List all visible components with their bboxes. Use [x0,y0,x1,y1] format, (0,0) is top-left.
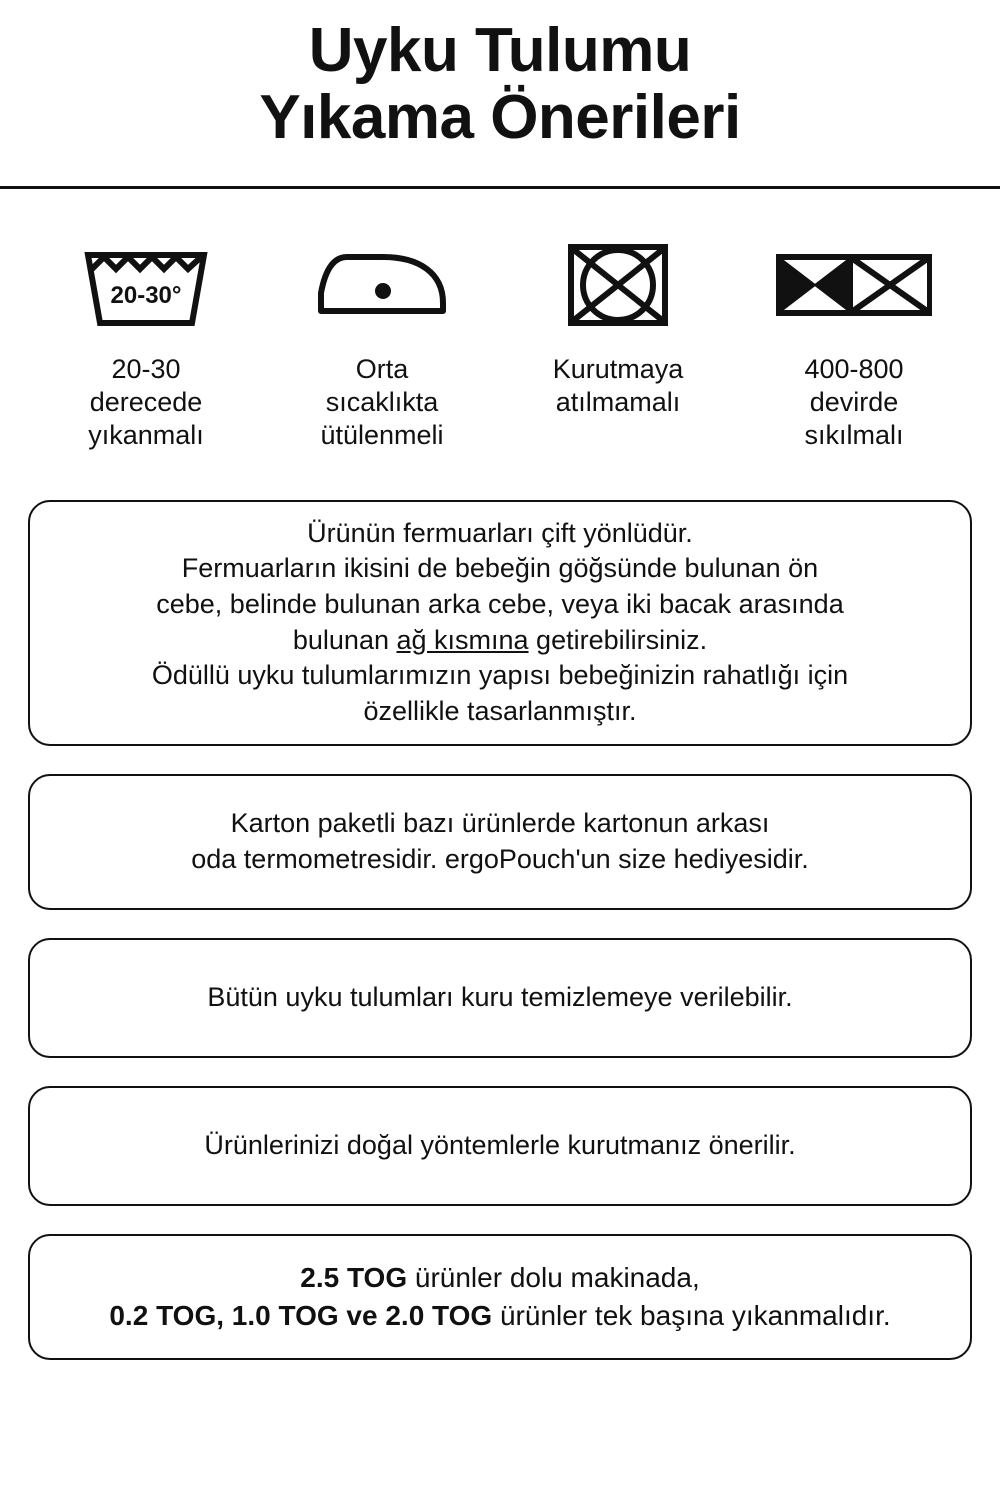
care-symbol-iron [266,231,498,452]
natural-dry-box [28,1086,972,1206]
zipper-info-part-1: Ürünün fermuarları çift yönlüdür. Fermuarların ikisini de bebeğin göğsünde bulunan ön cebe, belinde bulunan arka cebe, veya iki bacak arasında bulunan [156,517,844,655]
iron-icon [307,231,457,335]
tog-rest-2: ürünler tek başına yıkanmalıdır. [492,1299,891,1331]
care-symbol-spin-caption: 400-800 devirde sıkılmalı [804,353,904,450]
page-header [0,0,1000,164]
info-box-list [0,500,1000,1360]
page-title [0,18,1000,152]
wash-tub-icon [76,231,216,335]
natural-dry-text: Ürünlerinizi doğal yöntemlerle kurutmanız önerilir. [204,1129,796,1160]
carton-thermometer-text: Karton paketli bazı ürünlerde kartonun arkası oda termometresidir. ergoPouch'un size hediyesidir. [191,808,809,874]
zipper-info-text [152,516,848,730]
care-symbol-no-tumble-dry-caption: Kurutmaya atılmamalı [552,353,684,417]
care-symbol-spin [738,231,970,452]
page-title-line-1: Uyku Tulumu [308,16,692,85]
tog-bold-2: 0.2 TOG, 1.0 TOG ve 2.0 TOG [109,1299,493,1331]
care-symbol-row [0,189,1000,452]
wash-temperature-label: 20-30° [110,281,182,309]
care-symbol-iron-caption: Orta sıcaklıkta ütülenmeli [320,353,444,450]
tog-bold-1: 2.5 TOG [300,1261,408,1293]
tog-box [28,1234,972,1360]
care-symbol-wash-caption: 20-30 derecede yıkanmalı [88,353,204,450]
care-symbol-wash [30,231,262,452]
zipper-info-box [28,500,972,746]
spin-speed-icon [771,231,937,335]
tog-rest-1: ürünler dolu makinada, [407,1261,700,1293]
zipper-info-part-2: getirebilirsiniz. Ödüllü uyku tulumlarımızın yapısı bebeğinizin rahatlığı için özellikle tasarlanmıştır. [151,624,849,726]
dry-clean-box [28,938,972,1058]
zipper-info-underlined: ağ kısmına [396,624,529,655]
page-title-line-2: Yıkama Önerileri [259,82,741,152]
dry-clean-text: Bütün uyku tulumları kuru temizlemeye verilebilir. [207,981,793,1012]
tog-text [109,1259,890,1335]
care-symbol-no-tumble-dry [502,231,734,419]
no-tumble-dry-icon [563,231,673,335]
carton-thermometer-box [28,774,972,910]
